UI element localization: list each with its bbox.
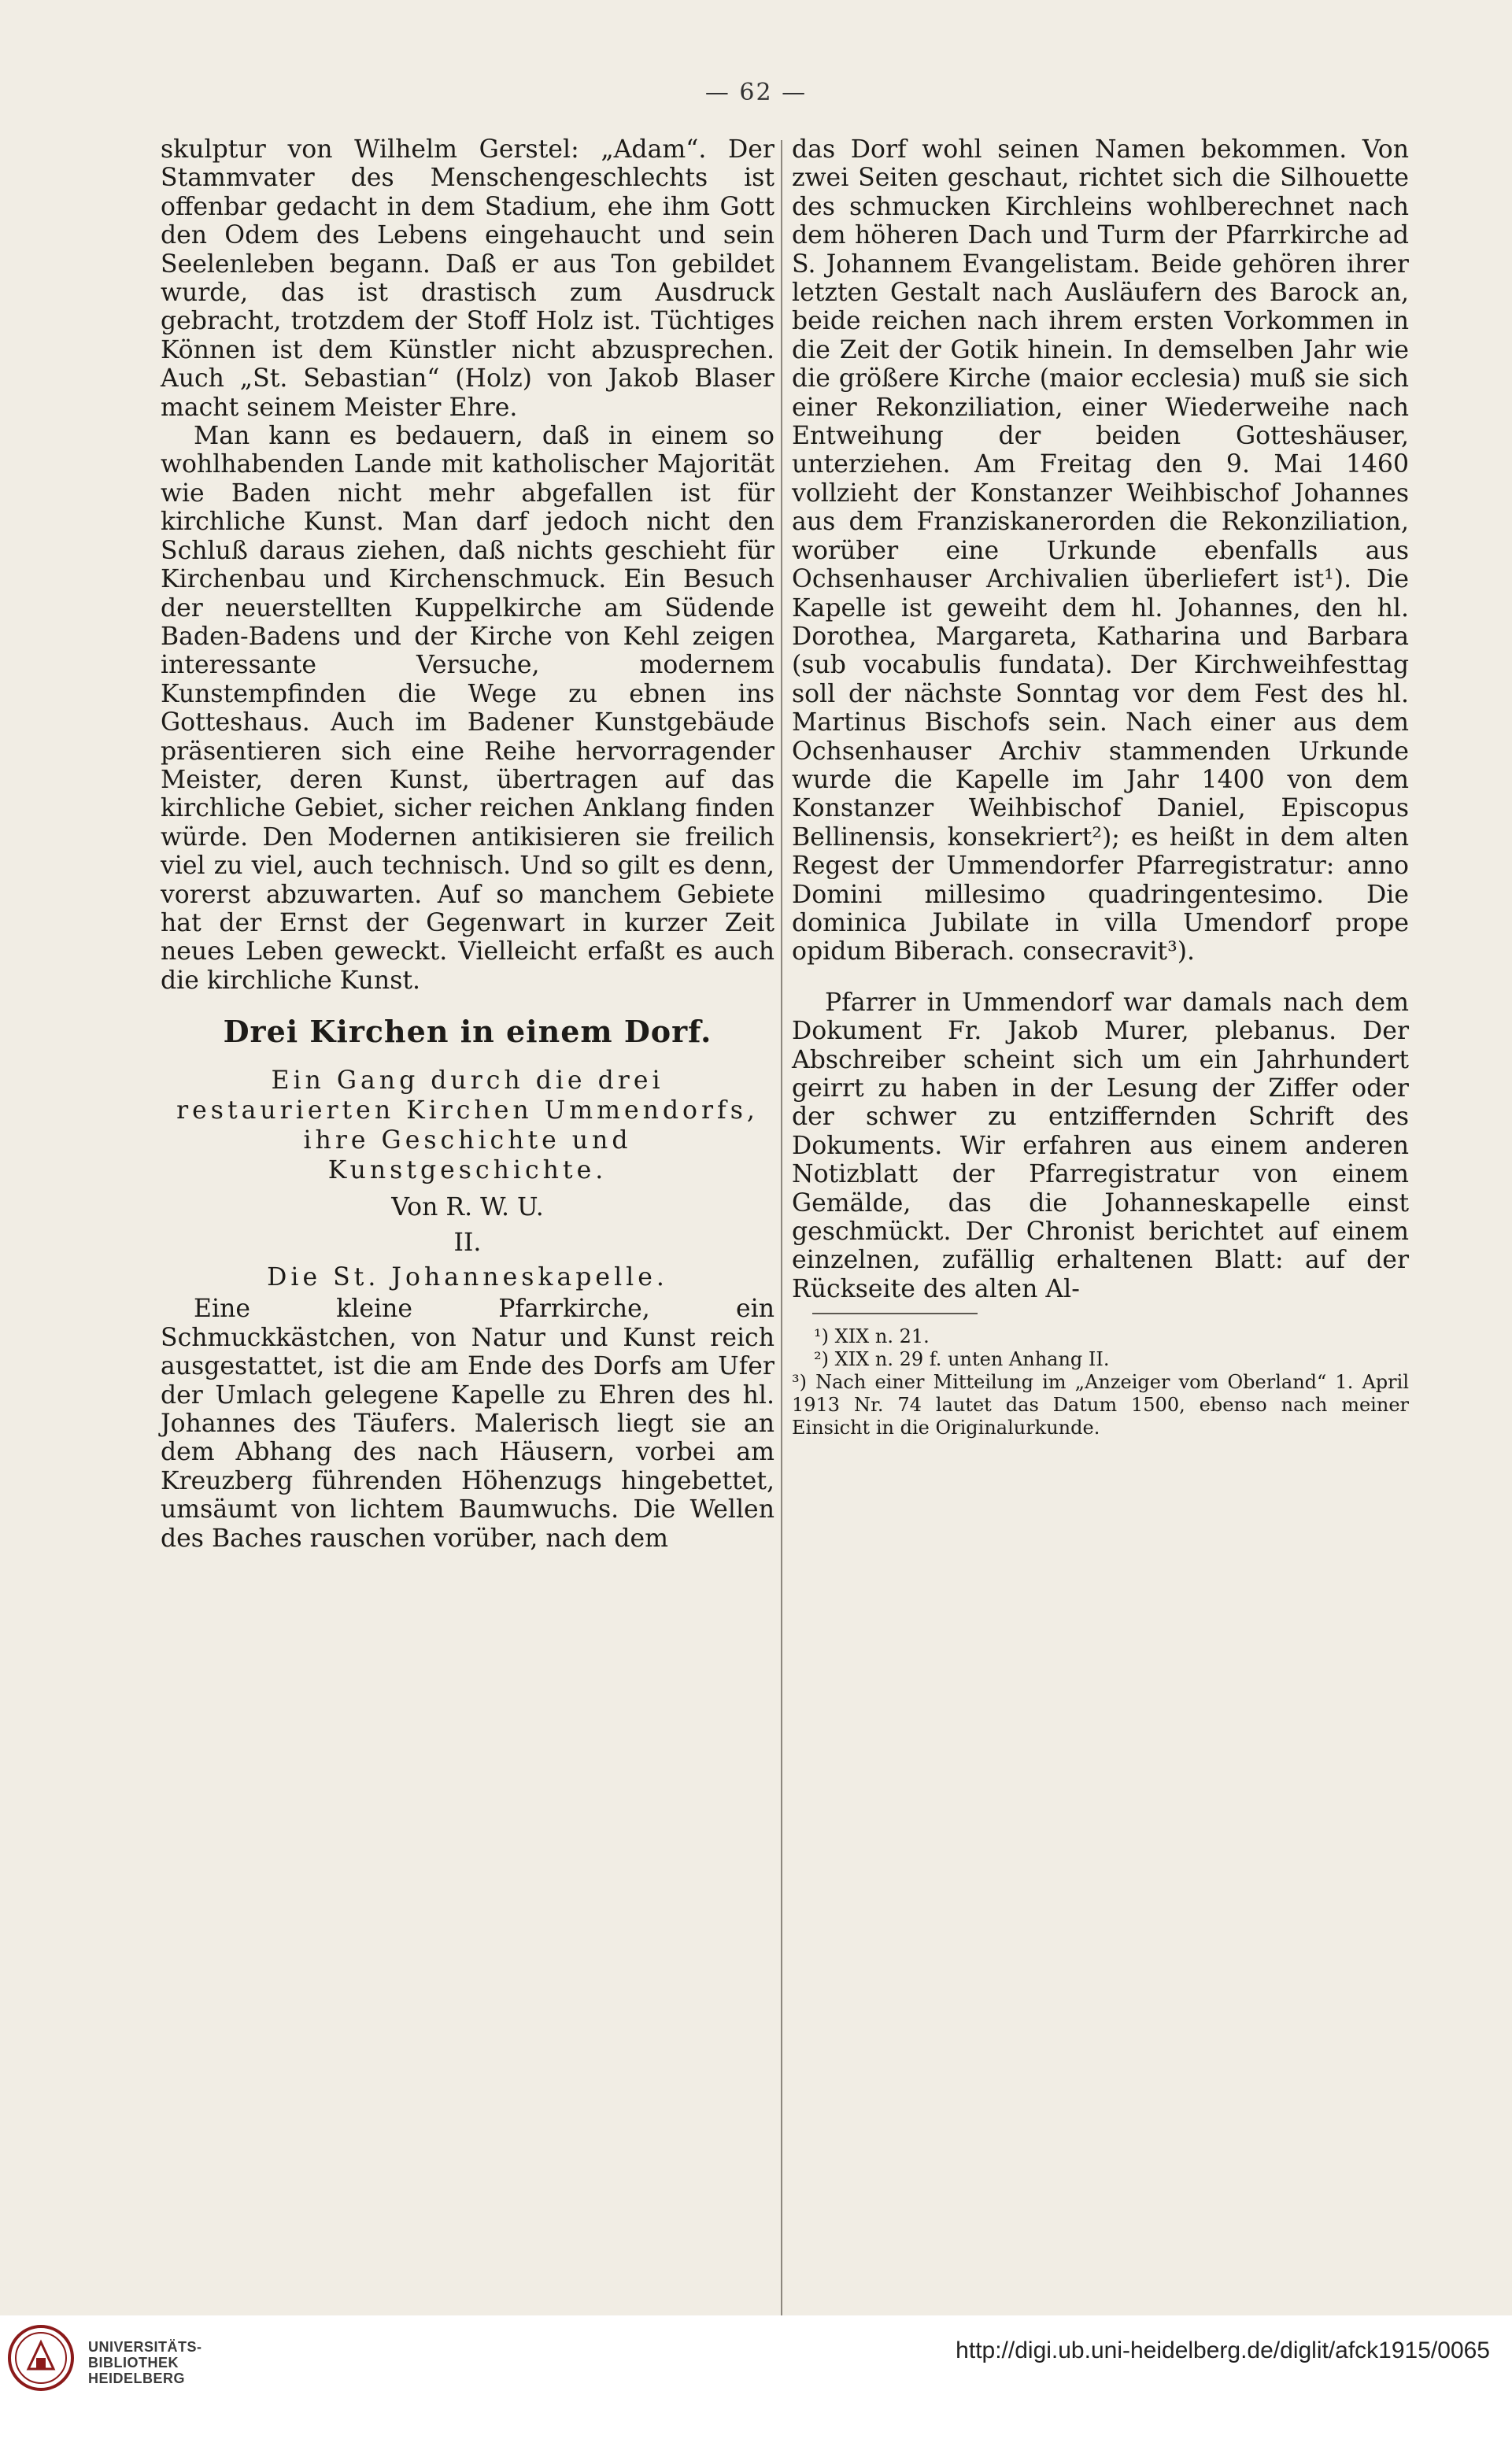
page-number: — 62 — [704,79,808,106]
right-paragraph-2: Pfarrer in Ummendorf war damals nach dem Dokument Fr. Jakob Murer, plebanus. Der Abschreiber scheint sich um ein Jahrhundert geirrt zu haben in der Lesung der Ziffer oder der schwer zu entziffernden Schrift des Dokuments. Wir erfahren aus einem anderen Notizblatt der Pfarregistratur von einem Gemälde, das die Johanneskapelle einst geschmückt. Der Chronist berichtet auf einem einzelnen, zufällig erhaltenen Blatt: auf der Rückseite des alten Al- [792,988,1409,1303]
article-subtitle: Ein Gang durch die drei restaurierten Kirchen Ummendorfs, ihre Geschichte und Kunstgeschichte. [176,1066,759,1185]
footnote-3: ³) Nach einer Mitteilung im „Anzeiger vom Oberland“ 1. April 1913 Nr. 74 lautet das Datum 1500, ebenso nach meiner Einsicht in die Originalurkunde. [792,1371,1409,1439]
library-seal-icon [5,2322,77,2394]
article-heading: Drei Kirchen in einem Dorf. [223,1014,712,1050]
institution-name: UNIVERSITÄTS- BIBLIOTHEK HEIDELBERG [88,2339,202,2386]
right-paragraph-1: das Dorf wohl seinen Namen bekommen. Von zwei Seiten geschaut, richtet sich die Silhouette des schmucken Kirchleins wohlberechnet nach dem höheren Dach und Turm der Pfarrkirche ad S. Johannem Evangelistam. Beide gehören ihrer letzten Gestalt nach Ausläufern des Barock an, beide reichen nach ihrem ersten Vorkommen in die Zeit der Gotik hinein. In demselben Jahr wie die größere Kirche (maior ecclesia) muß sie sich einer Rekonziliation, einer Wiederweihe nach Entweihung der beiden Gotteshäuser, unterziehen. Am Freitag den 9. Mai 1460 vollzieht der Konstanzer Weihbischof Johannes aus dem Franziskanerorden die Rekonziliation, worüber eine Urkunde ebenfalls aus Ochsenhauser Archivalien überliefert ist¹). Die Kapelle ist geweiht dem hl. Johannes, den hl. Dorothea, Margareta, Katharina und Barbara (sub vocabulis fundata). Der Kirchweihfesttag soll der nächste Sonntag vor dem Fest des hl. Martinus Bischofs sein. Nach einer aus dem Ochsenhauser Archiv stammenden Urkunde wurde die Kapelle im Jahr 1400 von dem Konstanzer Weihbischof Daniel, Episcopus Bellinensis, konsekriert²); es heißt in dem alten Regest der Ummendorfer Pfarregistratur: anno Domini millesimo quadringentesimo. Die dominica Jubilate in villa Umendorf prope opidum Biberach. consecravit³). [792,135,1409,966]
footnote-2: ²) XIX n. 29 f. unten Anhang II. [814,1348,1110,1371]
article-author: Von R. W. U. [391,1193,544,1222]
library-footer [0,2315,1512,2439]
source-url-link[interactable]: http://digi.ub.uni-heidelberg.de/diglit/afck1915/0065 [956,2337,1490,2363]
part-number: II. [453,1228,482,1257]
footnote-1: ¹) XIX n. 21. [814,1325,930,1348]
left-paragraph-2: Man kann es bedauern, daß in einem so wohlhabenden Lande mit katholischer Majorität wie Baden nicht mehr abgefallen ist für kirchliche Kunst. Man darf jedoch nicht den Schluß daraus ziehen, daß nichts geschieht für Kirchenbau und Kirchenschmuck. Ein Besuch der neuerstellten Kuppelkirche am Südende Baden-Badens und der Kirche von Kehl zeigen interessante Versuche, modernem Kunstempfinden die Wege zu ebnen ins Gotteshaus. Auch im Badener Kunstgebäude präsentieren sich eine Reihe hervorragender Meister, deren Kunst, übertragen auf das kirchliche Gebiet, sicher reichen Anklang finden würde. Den Modernen antikisieren sie freilich viel zu viel, auch technisch. Und so gilt es denn, vorerst abzuwarten. Auf so manchem Gebiete hat der Ernst der Gegenwart in kurzer Zeit neues Leben geweckt. Vielleicht erfaßt es auch die kirchliche Kunst. [161,422,774,995]
left-column [161,135,774,1553]
right-column [792,135,1409,1439]
footnote-rule [812,1313,978,1314]
section-title: Die St. Johanneskapelle. [267,1263,668,1292]
column-divider [781,140,782,2399]
section-paragraph: Eine kleine Pfarrkirche, ein Schmuckkästchen, von Natur und Kunst reich ausgestattet, ist die am Ende des Dorfs am Ufer der Umlach gelegene Kapelle zu Ehren des hl. Johannes des Täufers. Malerisch liegt sie an dem Abhang des nach Häusern, vorbei am Kreuzberg führenden Höhenzugs hingebettet, umsäumt von lichtem Baumwuchs. Die Wellen des Baches rauschen vorüber, nach dem [161,1295,774,1553]
left-paragraph-1: skulptur von Wilhelm Gerstel: „Adam“. Der Stammvater des Menschengeschlechts ist offenbar gedacht in dem Stadium, ehe ihm Gott den Odem des Lebens eingehaucht und sein Seelenleben begann. Daß er aus Ton gebildet wurde, das ist drastisch zum Ausdruck gebracht, trotzdem der Stoff Holz ist. Tüchtiges Können ist dem Künstler nicht abzusprechen. Auch „St. Sebastian“ (Holz) von Jakob Blaser macht seinem Meister Ehre. [161,135,774,422]
